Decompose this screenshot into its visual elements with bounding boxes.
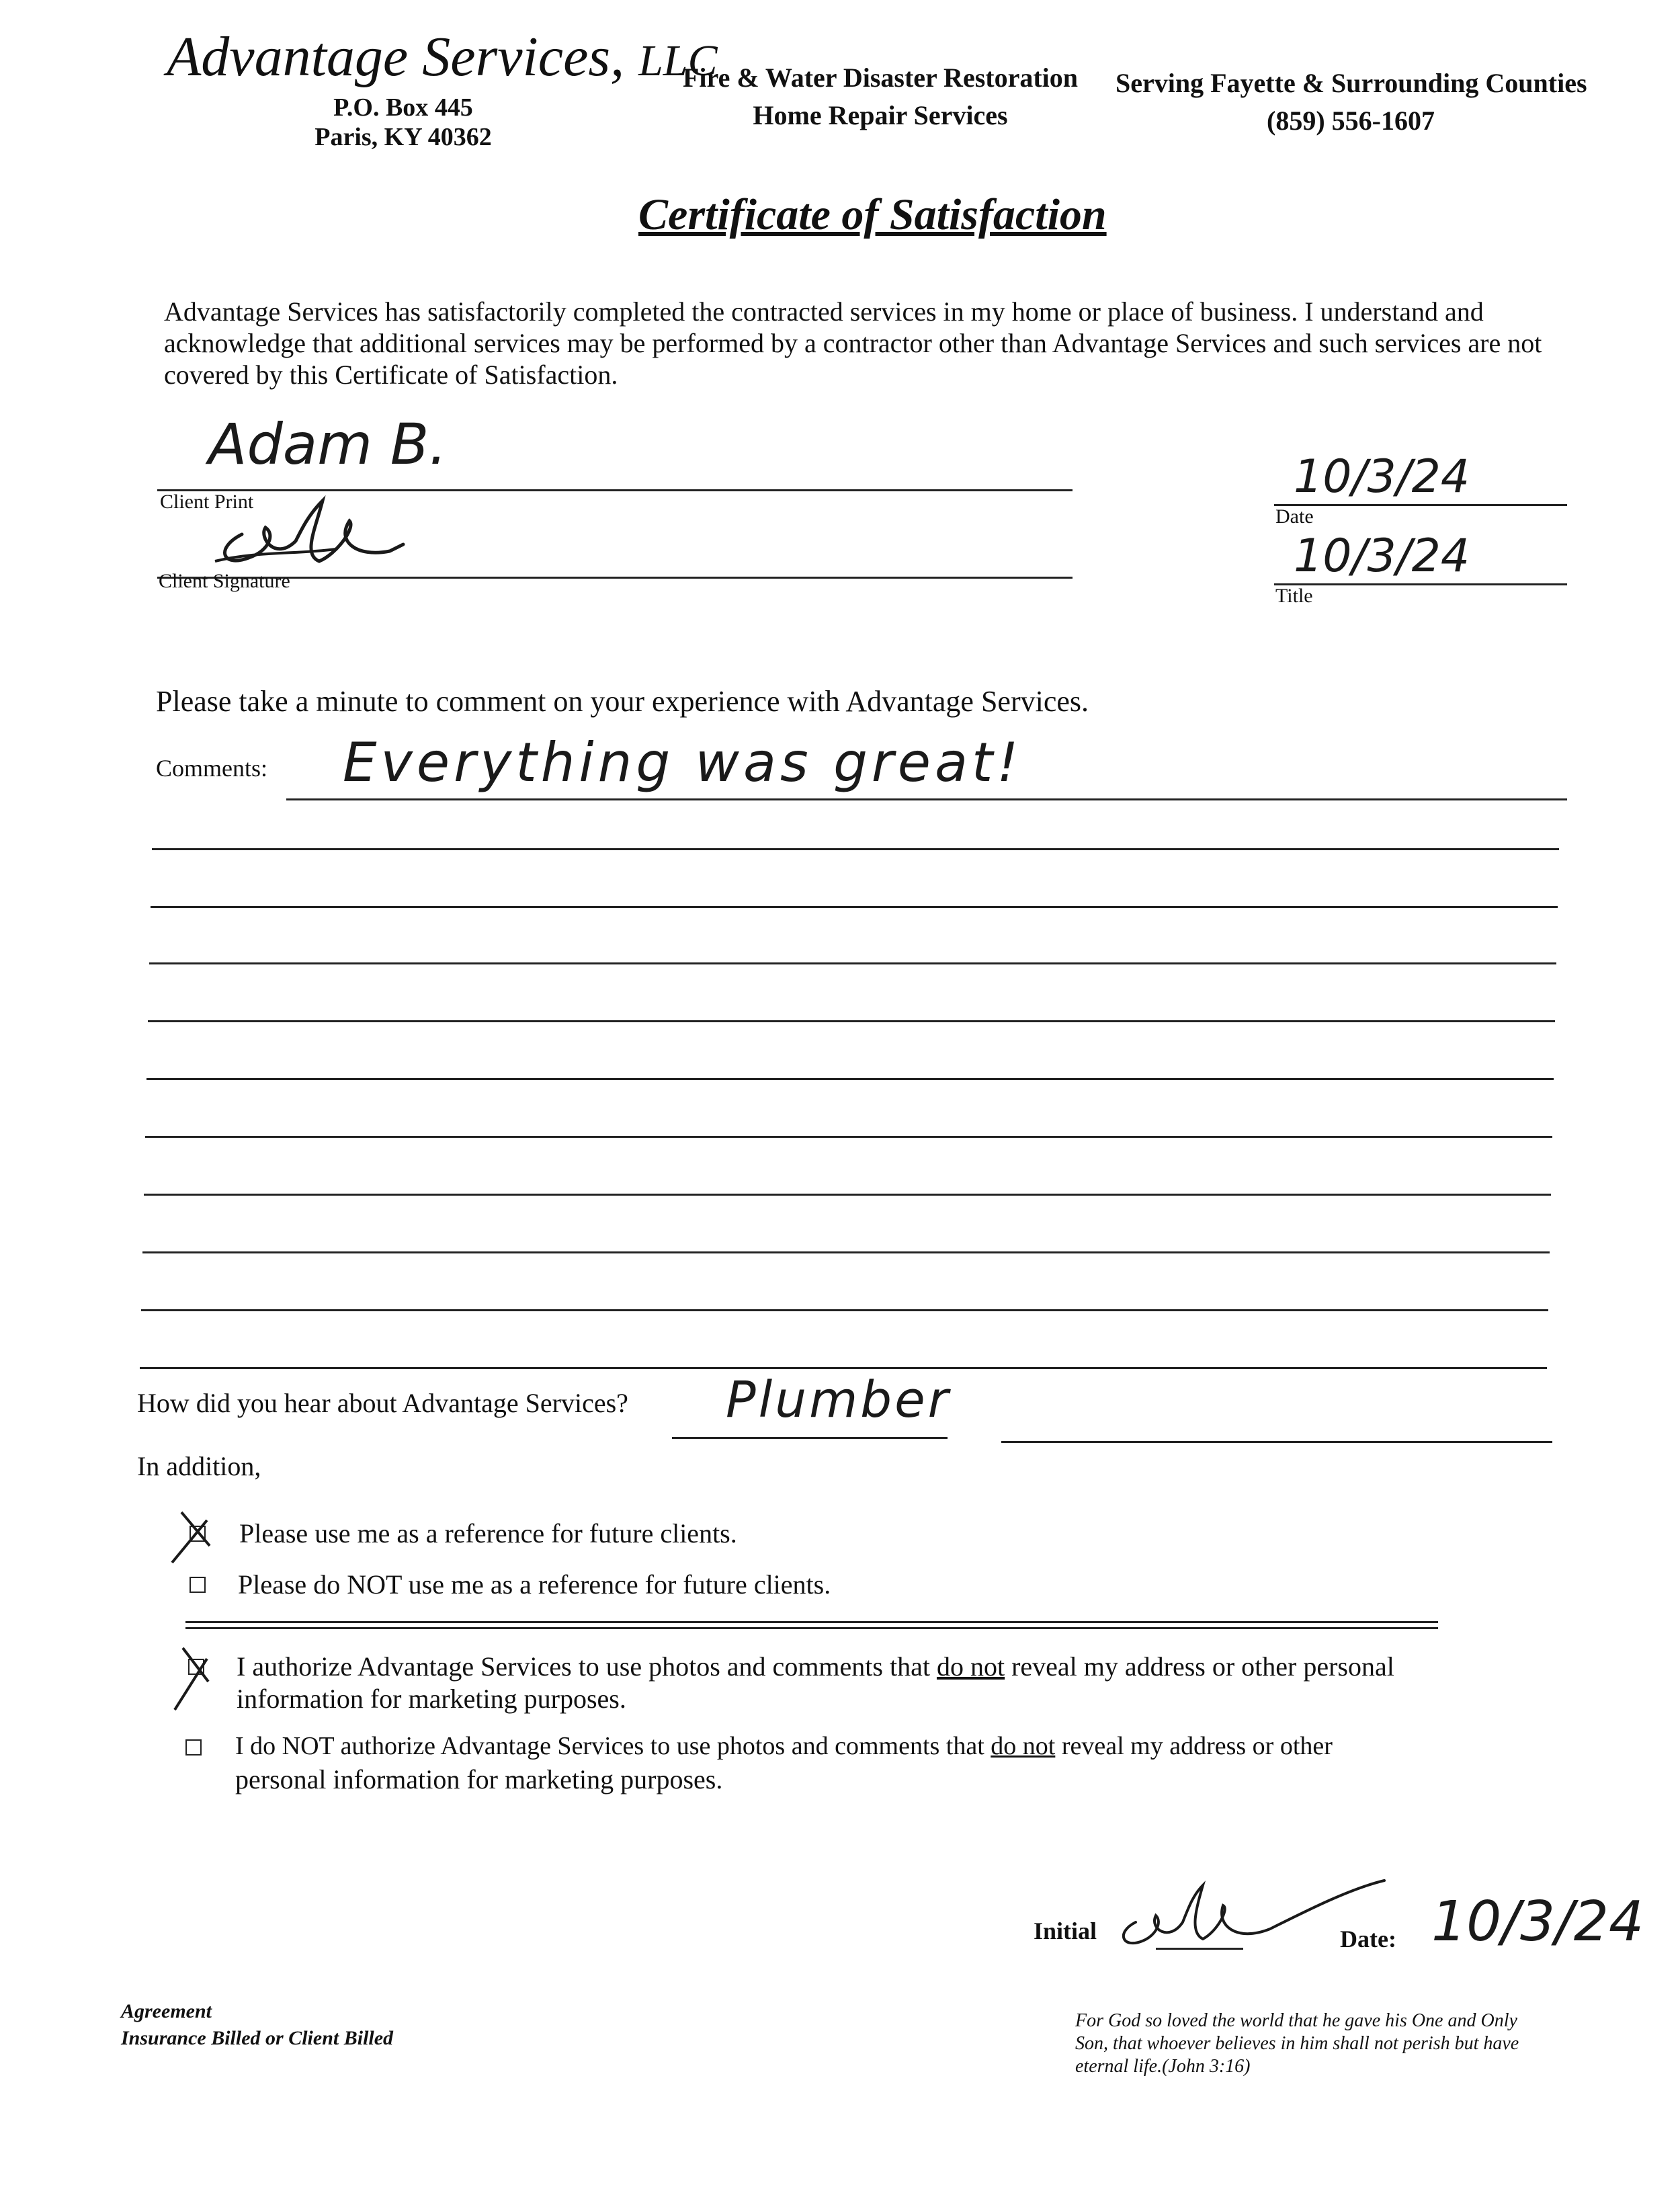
authorize-text-pre: I authorize Advantage Services to use photos and comments that — [237, 1651, 930, 1682]
title-line — [1274, 583, 1567, 585]
comment-line-2 — [152, 848, 1559, 850]
not-authorize-label-line1 — [235, 1731, 1333, 1761]
not-authorize-text-post: reveal my address or other — [1061, 1732, 1333, 1760]
reference-yes-label: Please use me as a reference for future clients. — [239, 1518, 737, 1548]
address-line-1: P.O. Box 445 — [333, 93, 473, 122]
reference-yes-check-mark — [168, 1505, 222, 1566]
not-authorize-label-line2: personal information for marketing purposes. — [235, 1764, 723, 1794]
satisfaction-statement: Advantage Services has satisfactorily completed the contracted services in my home or place of business. I understand and acknowledge that additional services may be performed by a contractor other than Advantage Services and such services are not covered by this Certificate of Satisfaction. — [164, 296, 1542, 390]
initial-line — [1156, 1948, 1243, 1950]
page-title: Certificate of Satisfaction — [638, 190, 1107, 239]
comment-line-11 — [140, 1367, 1547, 1369]
phone-number: (859) 556-1607 — [1267, 106, 1435, 136]
date-line — [1274, 504, 1567, 506]
referral-line-2 — [1001, 1441, 1552, 1443]
reference-no-checkbox[interactable] — [190, 1577, 206, 1593]
address-line-2: Paris, KY 40362 — [314, 123, 492, 151]
authorize-text-post: reveal my address or other personal — [1011, 1651, 1394, 1682]
date-value[interactable]: 10/3/24 — [1294, 450, 1470, 503]
not-authorize-text-underlined: do not — [991, 1732, 1056, 1760]
service-area: Serving Fayette & Surrounding Counties — [1116, 68, 1587, 98]
comment-line-7 — [145, 1136, 1552, 1138]
comment-line-1 — [286, 798, 1567, 800]
service-line-1: Fire & Water Disaster Restoration — [682, 63, 1079, 93]
initial-label: Initial — [1034, 1917, 1097, 1944]
client-signature-image[interactable] — [202, 487, 423, 575]
referral-question: How did you hear about Advantage Services? — [137, 1388, 628, 1418]
footer-verse: For God so loved the world that he gave his One and Only Son, that whoever believes in him shall not perish but have eternal life.(John 3:16) — [1075, 2010, 1519, 2077]
title-value[interactable]: 10/3/24 — [1294, 530, 1470, 583]
company-name-text: Advantage Services, — [167, 26, 625, 88]
not-authorize-checkbox[interactable] — [185, 1739, 202, 1756]
footer-billing: Insurance Billed or Client Billed — [121, 2027, 394, 2049]
sign-off-date-label: Date: — [1340, 1926, 1396, 1952]
comment-line-10 — [141, 1309, 1548, 1311]
reference-no-label: Please do NOT use me as a reference for future clients. — [238, 1569, 831, 1600]
authorize-check-mark — [168, 1640, 222, 1714]
not-authorize-text-pre: I do NOT authorize Advantage Services to use photos and comments that — [235, 1732, 984, 1760]
footer-agreement: Agreement — [121, 2000, 212, 2022]
comments-prompt: Please take a minute to comment on your experience with Advantage Services. — [156, 685, 1089, 718]
authorize-label-line2: information for marketing purposes. — [237, 1684, 626, 1714]
company-name — [167, 24, 718, 89]
comment-line-3 — [151, 906, 1558, 908]
comment-line-6 — [146, 1078, 1554, 1080]
comments-label: Comments: — [156, 755, 268, 782]
client-print-label: Client Print — [160, 491, 254, 513]
comment-line-5 — [148, 1020, 1555, 1022]
service-line-2: Home Repair Services — [753, 100, 1008, 130]
client-signature-label: Client Signature — [159, 570, 290, 592]
authorize-label-line1 — [237, 1651, 1394, 1682]
comment-line-9 — [142, 1251, 1550, 1253]
client-signature-line — [157, 577, 1073, 579]
comment-line-8 — [144, 1194, 1551, 1196]
comments-value[interactable]: Everything was great! — [343, 731, 1023, 794]
authorize-text-underlined: do not — [936, 1651, 1005, 1682]
in-addition-label: In addition, — [137, 1451, 261, 1481]
title-label: Title — [1275, 585, 1313, 607]
referral-line-1 — [672, 1437, 948, 1439]
client-print-value[interactable]: Adam B. — [208, 411, 448, 477]
section-separator — [185, 1621, 1438, 1629]
date-label: Date — [1275, 505, 1314, 528]
referral-answer[interactable]: Plumber — [726, 1371, 952, 1429]
sign-off-date-value[interactable]: 10/3/24 — [1431, 1890, 1644, 1954]
comment-line-4 — [149, 962, 1556, 964]
company-suffix: LLC — [638, 36, 718, 85]
